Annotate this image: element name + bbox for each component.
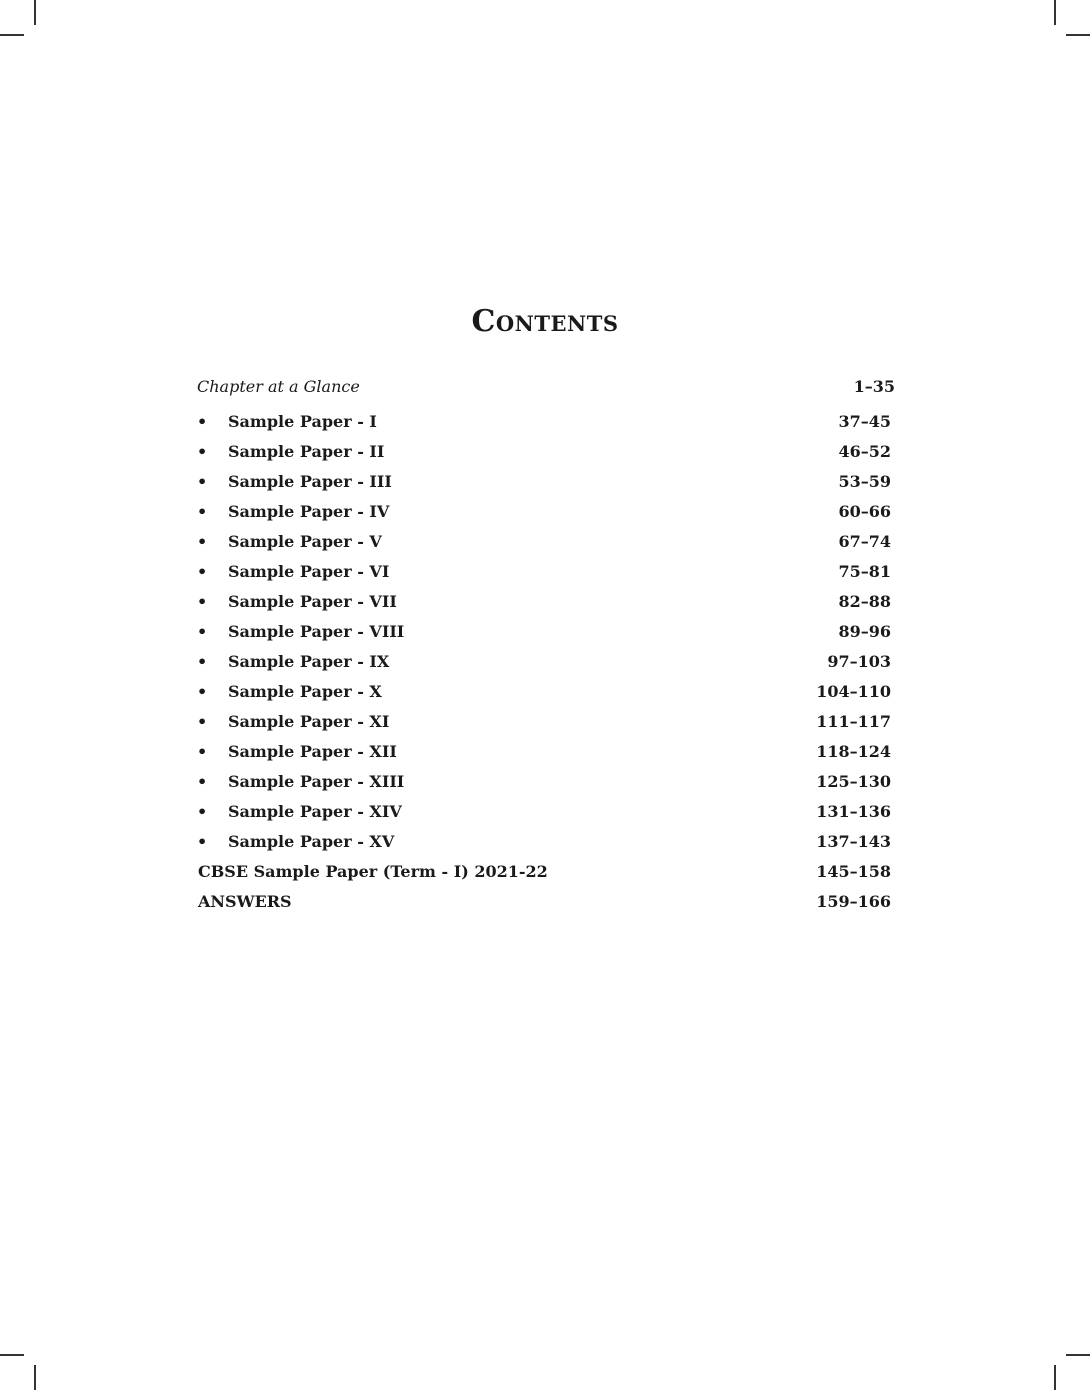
bullet-icon: • [197, 591, 208, 611]
toc-entry [198, 889, 895, 913]
toc-entry [197, 739, 895, 763]
toc-label: Sample Paper - VI [228, 561, 390, 581]
toc-pages: 131–136 [816, 801, 891, 821]
bullet-icon: • [197, 531, 208, 551]
crop-mark [1066, 34, 1090, 36]
toc-entry [197, 559, 895, 583]
bullet-icon: • [197, 471, 208, 491]
toc-label: Sample Paper - XII [228, 741, 397, 761]
toc-label: Sample Paper - V [228, 531, 382, 551]
toc-label: Sample Paper - X [228, 681, 382, 701]
bullet-icon: • [197, 831, 208, 851]
toc-pages: 46–52 [838, 441, 891, 461]
toc-pages: 145–158 [816, 861, 891, 881]
bullet-icon: • [197, 801, 208, 821]
toc-label: Sample Paper - I [228, 411, 377, 431]
crop-mark [34, 1365, 36, 1390]
toc-label: Sample Paper - XI [228, 711, 390, 731]
bullet-icon: • [197, 711, 208, 731]
bullet-icon: • [197, 411, 208, 431]
crop-mark [0, 1354, 24, 1356]
toc-label: Sample Paper - XIV [228, 801, 402, 821]
bullet-icon: • [197, 441, 208, 461]
toc-label: Sample Paper - XV [228, 831, 395, 851]
crop-mark [0, 34, 24, 36]
toc-entry [197, 409, 895, 433]
toc-entry [197, 769, 895, 793]
toc-label: Sample Paper - II [228, 441, 385, 461]
toc-label: Sample Paper - XIII [228, 771, 405, 791]
toc-label: Sample Paper - IV [228, 501, 390, 521]
toc-entry [197, 679, 895, 703]
toc-entry [197, 469, 895, 493]
bullet-icon: • [197, 561, 208, 581]
toc-entry [197, 589, 895, 613]
toc-entry [197, 529, 895, 553]
toc-label: Sample Paper - IX [228, 651, 390, 671]
toc-pages: 82–88 [838, 591, 891, 611]
toc-entry [197, 829, 895, 853]
crop-mark [1066, 1354, 1090, 1356]
toc-entry [197, 499, 895, 523]
toc-pages: 60–66 [838, 501, 891, 521]
crop-mark [1054, 1365, 1056, 1390]
bullet-icon: • [197, 771, 208, 791]
toc-pages: 118–124 [816, 741, 891, 761]
bullet-icon: • [197, 621, 208, 641]
toc-pages: 67–74 [838, 531, 891, 551]
toc-label: ANSWERS [198, 891, 292, 911]
toc-entry [197, 439, 895, 463]
crop-mark [1054, 0, 1056, 25]
toc-entry-chapter-glance [197, 374, 895, 398]
bullet-icon: • [197, 681, 208, 701]
toc-pages: 89–96 [838, 621, 891, 641]
toc-entry [197, 649, 895, 673]
toc-label: Sample Paper - VII [228, 591, 397, 611]
toc-pages: 137–143 [816, 831, 891, 851]
toc-entry [197, 619, 895, 643]
toc-pages: 104–110 [816, 681, 891, 701]
page-title: Contents [471, 304, 619, 339]
toc-entry [197, 709, 895, 733]
toc-label: Sample Paper - VIII [228, 621, 405, 641]
toc-pages: 37–45 [838, 411, 891, 431]
toc-label: Sample Paper - III [228, 471, 392, 491]
toc-pages: 75–81 [838, 561, 891, 581]
toc-pages: 1–35 [853, 376, 895, 396]
toc-pages: 111–117 [816, 711, 891, 731]
toc-pages: 125–130 [816, 771, 891, 791]
bullet-icon: • [197, 651, 208, 671]
bullet-icon: • [197, 741, 208, 761]
toc-pages: 97–103 [827, 651, 891, 671]
toc-pages: 53–59 [838, 471, 891, 491]
toc-entry [197, 799, 895, 823]
toc-pages: 159–166 [816, 891, 891, 911]
bullet-icon: • [197, 501, 208, 521]
crop-mark [34, 0, 36, 25]
toc-label: Chapter at a Glance [197, 376, 360, 396]
toc-label: CBSE Sample Paper (Term - I) 2021-22 [198, 861, 548, 881]
toc-entry [198, 859, 895, 883]
